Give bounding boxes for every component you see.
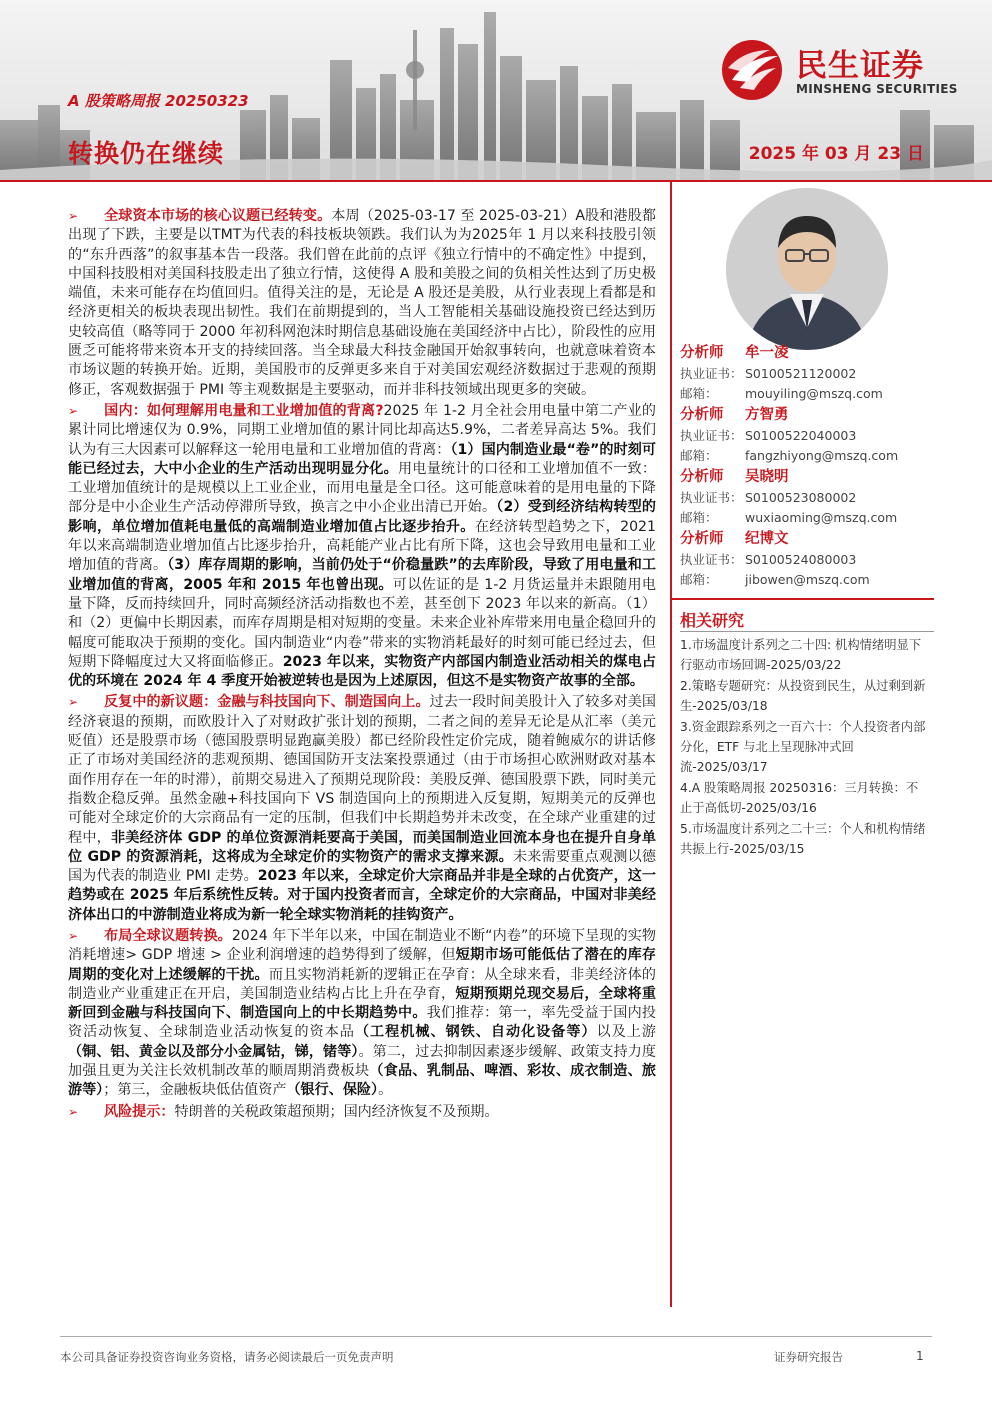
email-label: 邮箱： <box>680 386 718 401</box>
footer-disclaimer: 本公司具备证券投资咨询业务资格，请务必阅读最后一页免责声明 <box>60 1350 394 1364</box>
page-number: 1 <box>916 1349 924 1363</box>
bold-text: （食品、乳制品、啤酒、彩妆、成衣制造、旅游等） <box>68 1063 657 1099</box>
section-text: 。第二，过去抑制因素逐步缓解、政策支持力度加强且更为关注长效机制改革的顺周期消费板块 <box>68 1043 656 1080</box>
email-label: 邮箱： <box>680 448 718 463</box>
arrow-bullet-icon: ➢ <box>68 209 79 223</box>
analyst-name: 吴晓明 <box>745 469 789 485</box>
arrow-bullet-icon: ➢ <box>68 1104 79 1119</box>
section-text: 2024 年下半年以来，中国在制造业不断“内卷”的环境下呈现的实物消耗增速> GDP 增速 > 企业利润增速的趋势得到了缓解，但 <box>68 927 657 964</box>
section-text: 而且实物消耗新的逻辑正在孕育：从全球来看，非美经济体的制造业产业重建正在开启，美国制造业结构占比上升在孕育， <box>68 966 657 1002</box>
logo-text-en: MINSHENG SECURITIES <box>796 82 958 96</box>
email-link[interactable]: fangzhiyong@mszq.com <box>745 448 899 463</box>
analyst-card <box>680 404 934 466</box>
analyst-cert-row <box>680 488 934 508</box>
analyst-email-row <box>680 508 934 528</box>
analyst-email-row <box>680 570 934 590</box>
logo-text-cn: 民生证券 <box>796 48 924 84</box>
bold-text: 短期预期兑现交易后，全球将重新回到金融与科技国向下、制造国向上的中长期趋势中。 <box>68 985 657 1022</box>
page-title: 转换仍在继续 <box>68 139 225 168</box>
analyst-name-row <box>680 404 934 426</box>
related-research-link[interactable]: 1.市场温度计系列之二十四: 机构情绪明显下行驱动市场回调-2025/03/22 <box>680 638 922 672</box>
report-body <box>66 207 656 1124</box>
bold-text: （2）受到经济结构转型的影响，单位增加值耗电量低的高端制造业增加值占比逐步抬升。 <box>68 499 656 535</box>
report-header <box>0 0 992 180</box>
section-text: 未来需要重点观测以德国为代表的制造业 PMI 走势。 <box>68 848 656 885</box>
analyst-email-row <box>680 446 934 466</box>
minsheng-logo <box>718 38 968 102</box>
related-research-link[interactable]: 5.市场温度计系列之二十三：个人和机构情绪共振上行-2025/03/15 <box>680 822 926 856</box>
analyst-role: 分析师 <box>680 345 724 361</box>
analyst-email-row <box>680 384 934 404</box>
section-text: 我们推荐：第一，率先受益于国内投资活动恢复、全球制造业活动恢复的资本品 <box>68 1005 657 1041</box>
analyst-list <box>680 342 934 590</box>
section-text: 在经济转型趋势之下，2021 年以来高端制造业增加值占比逐步抬升，高耗能产业占比有所下降，这也会导致用电量和工业增加值的背离。 <box>68 518 656 574</box>
cert-label: 执业证书： <box>680 490 743 505</box>
analyst-card <box>680 466 934 528</box>
section-lead: 布局全球议题转换。 <box>104 927 232 944</box>
section-text: 本周（2025-03-17 至 2025-03-21）A股和港股都出现了下跌，主要是以TMT为代表的科技板块领跌。我们认为为2025年 1 月以来科技股引领的“东升西落”的叙事基本告一段落。我们曾在此前的点评《独立行情中的不确定性》中提到，中国科技股相对美国科技股走出了独立行情，这使得 A 股和美股之间的负相关性达到了历史极端值，未来可能存在均值回归。值得关注的是，无论是 A 股还是美股，从行业表现上看都是和经济更相关的板块表现出韧性。我们在前期提到的，当人工智能相关基础设施投资已经达到历史较高值（略等同于 2000 年初科网泡沫时期信息基础设施在美国经济中占比），阶段性的应用匮乏可能将带来资本开支的持续回落。当全球最大科技金融国开始叙事转向，也就意味着资本市场议题的转换开始。近期，美国股市的反弹更多来自于对美国宏观经济数据过于悲观的预期修正，客观数据强于 PMI 等主观数据是主要驱动，而并非科技领域出现更多的突破。 <box>68 208 656 398</box>
analyst-name: 牟一凌 <box>745 345 789 361</box>
analyst-card <box>680 528 934 590</box>
section-lead: 国内：如何理解用电量和工业增加值的背离? <box>104 402 384 419</box>
minsheng-logo-icon <box>718 38 788 102</box>
section-lead: 反复中的新议题：金融与科技国向下、制造国向上。 <box>104 694 430 711</box>
bold-text: （工程机械、钢铁、自动化设备等） <box>354 1024 597 1041</box>
analyst-cert-row <box>680 426 934 446</box>
section-text: 可以佐证的是 1-2 月货运量并未跟随用电量下降，反而持续回升，同时高频经济活动指数也不差，甚至创下 2023 年以来的新高。（1）和（2）更偏中长期因素，而库存周期是相对短期的变量。未来企业补库带来用电量企稳回升的幅度可能取决于预期的变化。国内制造业“内卷”带来的实物消耗最好的时刻可能已经过去，但短期下降幅度过大又将面临修正。 <box>68 576 656 670</box>
analyst-role: 分析师 <box>680 407 724 423</box>
section-text: 以及上游 <box>596 1024 657 1041</box>
section-new-topics <box>66 693 656 925</box>
related-research-underline <box>680 631 934 632</box>
analyst-cert-row <box>680 364 934 384</box>
related-research-link[interactable]: 2.策略专题研究：从投资到民生，从过剩到新生-2025/03/18 <box>680 679 926 713</box>
analyst-cert-row <box>680 550 934 570</box>
arrow-bullet-icon: ➢ <box>68 403 79 418</box>
section-text: 过去一段时间美股计入了较多对美国经济衰退的预期，而欧股计入了对财政扩张计划的预期，二者之间的差异无论是从汇率（美元贬值）还是股票市场（德国股票明显跑赢美股）都已经阶段性定价完成，随着鲍威尔的讲话修正了市场对美国经济的悲观预期、德国国防开支法案投票通过（由于市场担心欧洲财政对基本面作用存在一年的时滞），前期交易进入了预期兑现阶段：美股反弹、德国股票下跌，同时美元指数企稳反弹。虽然金融+科技国向下 VS 制造国向上的预期进入反复期，短期美元的反弹也可能对全球定价的大宗商品有一定的压制，但我们中长期趋势并未改变，在全球产业重建的过程中， <box>68 694 657 846</box>
analyst-name-row <box>680 466 934 488</box>
email-link[interactable]: wuxiaoming@mszq.com <box>745 510 898 525</box>
section-text: 特朗普的关税政策超预期；国内经济恢复不及预期。 <box>174 1103 499 1120</box>
bold-text: （1）国内制造业最“卷”的时刻可能已经过去，大中小企业的生产活动出现明显分化。 <box>68 441 656 477</box>
bold-text: （3）库存周期的影响，当前仍处于“价稳量跌”的去库阶段，导致了用电量和工业增加值的背离，2005 年和 2015 年也曾出现。 <box>68 557 657 593</box>
analyst-name-row <box>680 528 934 550</box>
arrow-bullet-icon: ➢ <box>68 928 79 943</box>
section-lead: 风险提示： <box>104 1103 175 1120</box>
section-text: 用电量统计的口径和工业增加值不一致：工业增加值统计的是规模以上工业企业，而用电量是全口径。这可能意味着的是用电量的下降部分是中小企业生产活动停滞所导致，换言之中小企业出清已开始。 <box>68 460 657 516</box>
analyst-name: 方智勇 <box>745 407 789 423</box>
analyst-role: 分析师 <box>680 531 724 547</box>
email-label: 邮箱： <box>680 572 718 587</box>
related-research-link[interactable]: 3.资金跟踪系列之一百六十：个人投资者内部分化，ETF 与北上呈现脉冲式回流-2025/03/17 <box>680 720 926 774</box>
column-divider <box>670 180 672 1307</box>
bold-text: 短期市场可能低估了潜在的库存周期的变化对上述缓解的干扰。 <box>68 947 656 983</box>
related-research-link[interactable]: 4.A 股策略周报 20250316：三月转换：不止于高低切-2025/03/16 <box>680 781 919 815</box>
report-series-title: A 股策略周报 20250323 <box>68 92 249 110</box>
related-research-title: 相关研究 <box>680 611 745 630</box>
analyst-name-row <box>680 342 934 364</box>
cert-number: S0100522040003 <box>745 428 857 443</box>
header-divider <box>0 180 992 182</box>
analyst-card <box>680 342 934 404</box>
bold-text: 非美经济体 GDP 的单位资源消耗要高于美国，而美国制造业回流本身也在提升自身单位 GDP 的资源消耗，这将成为全球定价的实物资产的需求支撑来源。 <box>68 829 657 865</box>
analyst-name: 纪博文 <box>745 531 789 547</box>
cert-label: 执业证书： <box>680 366 743 381</box>
section-text: ；第三，金融板块低估值资产 <box>103 1082 287 1099</box>
bold-text: 2023 年以来，全球定价大宗商品并非是全球的占优资产，这一趋势或在 2025 年后系统性反转。对于国内投资者而言，全球定价的大宗商品，中国对非美经济体出口的中游制造业将成为新一轮全球实物消耗的挂钩资产。 <box>68 868 656 923</box>
bold-text: 2023 年以来，实物资产内部国内制造业活动相关的煤电占优的环境在 2024 年 4 季度开始被逆转也是因为上述原因，但这不是实物资产故事的全部。 <box>68 653 656 690</box>
section-domestic-power-vs-industry <box>66 402 656 691</box>
report-date: 2025 年 03 月 23 日 <box>748 144 924 164</box>
cert-label: 执业证书： <box>680 428 743 443</box>
bold-text: （银行、保险） <box>286 1082 379 1099</box>
footer-divider <box>60 1336 932 1337</box>
related-research-list <box>680 635 928 860</box>
cert-number: S0100521120002 <box>745 366 857 381</box>
section-risk-warning <box>66 1103 656 1122</box>
section-global-topic-shift <box>66 927 656 1101</box>
section-lead: 全球资本市场的核心议题已经转变。 <box>104 208 332 224</box>
cert-number: S0100524080003 <box>745 552 857 567</box>
email-link[interactable]: mouyiling@mszq.com <box>745 386 883 401</box>
email-label: 邮箱： <box>680 510 718 525</box>
section-text: 2025 年 1-2 月全社会用电量中第二产业的累计同比增速仅为 0.9%，同期工业增加值的累计同比却高达5.9%，二者差异高达 5%。我们认为有三大因素可以解释这一轮用电量和工业增加值的背离： <box>68 402 656 458</box>
footer-report-type: 证券研究报告 <box>774 1350 843 1364</box>
sidebar-divider <box>672 598 934 600</box>
cert-label: 执业证书： <box>680 552 743 567</box>
arrow-bullet-icon: ➢ <box>68 695 79 710</box>
section-global-capital-markets <box>66 207 656 400</box>
section-text: 。 <box>378 1082 393 1099</box>
email-link[interactable]: jibowen@mszq.com <box>745 572 870 587</box>
cert-number: S0100523080002 <box>745 490 857 505</box>
analyst-portrait-icon <box>726 188 888 350</box>
analyst-role: 分析师 <box>680 469 724 485</box>
bold-text: （铜、铝、黄金以及部分小金属钴，锑，锗等） <box>68 1043 359 1060</box>
